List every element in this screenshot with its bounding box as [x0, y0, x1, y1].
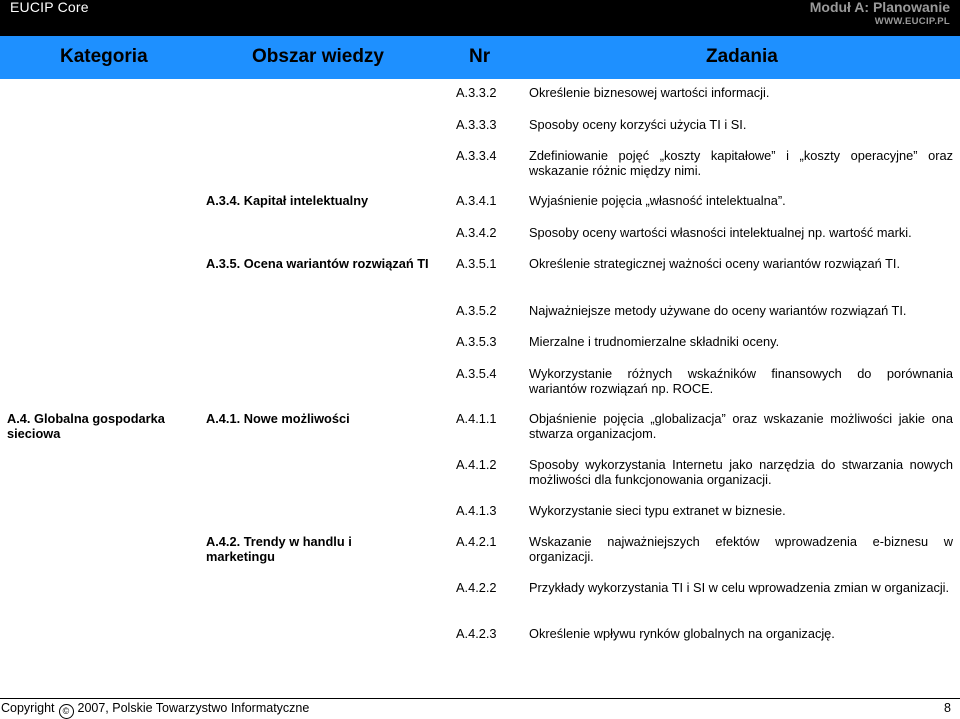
row-task: Zdefiniowanie pojęć „koszty kapitałowe” i „koszty operacyjne” oraz wskazanie różnic między nimi. [529, 148, 953, 178]
copyright-notice [1, 701, 309, 719]
row-number: A.4.2.2 [456, 580, 497, 595]
copyright-icon: © [59, 704, 74, 719]
footer-divider [0, 698, 960, 699]
module-title [810, 0, 950, 27]
column-header-nr: Nr [469, 46, 491, 67]
row-task: Wykorzystanie sieci typu extranet w biznesie. [529, 503, 786, 518]
row-number: A.4.1.3 [456, 503, 497, 518]
row-task: Najważniejsze metody używane do oceny wariantów rozwiązań TI. [529, 303, 907, 318]
row-task: Sposoby oceny wartości własności intelektualnej np. wartość marki. [529, 225, 912, 240]
row-task: Określenie wpływu rynków globalnych na organizację. [529, 626, 835, 641]
area-cell: A.3.4. Kapitał intelektualny [206, 193, 369, 208]
copyright-holder: 2007, Polskie Towarzystwo Informatyczne [77, 701, 310, 715]
column-header-zadania: Zadania [706, 46, 778, 67]
row-task: Określenie strategicznej ważności oceny wariantów rozwiązań TI. [529, 256, 901, 271]
row-number: A.4.1.2 [456, 457, 497, 472]
area-cell: A.3.5. Ocena wariantów rozwiązań TI [206, 256, 429, 271]
row-task: Określenie biznesowej wartości informacji. [529, 85, 770, 100]
column-header-obszar: Obszar wiedzy [252, 46, 384, 67]
row-task: Sposoby wykorzystania Internetu jako narzędzia do stwarzania nowych możliwości dla funkcjonowania organizacji. [529, 457, 953, 487]
column-header-kategoria: Kategoria [60, 46, 148, 67]
row-number: A.3.4.2 [456, 225, 497, 240]
row-number: A.4.2.3 [456, 626, 497, 641]
row-number: A.3.5.3 [456, 334, 497, 349]
row-number: A.3.3.3 [456, 117, 497, 132]
row-task: Wskazanie najważniejszych efektów wprowadzenia e-biznesu w organizacji. [529, 534, 953, 564]
copyright-word: Copyright [1, 701, 55, 715]
row-task: Mierzalne i trudnomierzalne składniki oceny. [529, 334, 780, 349]
area-cell: A.4.2. Trendy w handlu i marketingu [206, 534, 352, 564]
page-number: 8 [944, 701, 951, 715]
row-task: Wykorzystanie różnych wskaźników finansowych do porównania wariantów rozwiązań np. ROCE. [529, 366, 953, 396]
module-name: Moduł A: Planowanie [809, 0, 950, 15]
category-cell: A.4. Globalna gospodarka sieciowa [7, 411, 165, 441]
row-task: Przykłady wykorzystania TI i SI w celu wprowadzenia zmian w organizacji. [529, 580, 950, 595]
row-number: A.3.5.2 [456, 303, 497, 318]
row-number: A.3.3.4 [456, 148, 497, 163]
row-number: A.3.4.1 [456, 193, 497, 208]
row-task: Objaśnienie pojęcia „globalizacja” oraz wskazanie możliwości jakie ona stwarza organizacjom. [529, 411, 953, 441]
header-title: EUCIP Core [10, 0, 89, 15]
row-task: Wyjaśnienie pojęcia „własność intelektualna”. [529, 193, 786, 208]
area-cell: A.4.1. Nowe możliwości [206, 411, 350, 426]
row-number: A.4.1.1 [456, 411, 497, 426]
row-number: A.4.2.1 [456, 534, 497, 549]
row-task: Sposoby oceny korzyści użycia TI i SI. [529, 117, 747, 132]
row-number: A.3.3.2 [456, 85, 497, 100]
row-number: A.3.5.1 [456, 256, 497, 271]
website-label: WWW.EUCIP.PL [874, 16, 950, 27]
row-number: A.3.5.4 [456, 366, 497, 381]
document-header [0, 0, 960, 36]
